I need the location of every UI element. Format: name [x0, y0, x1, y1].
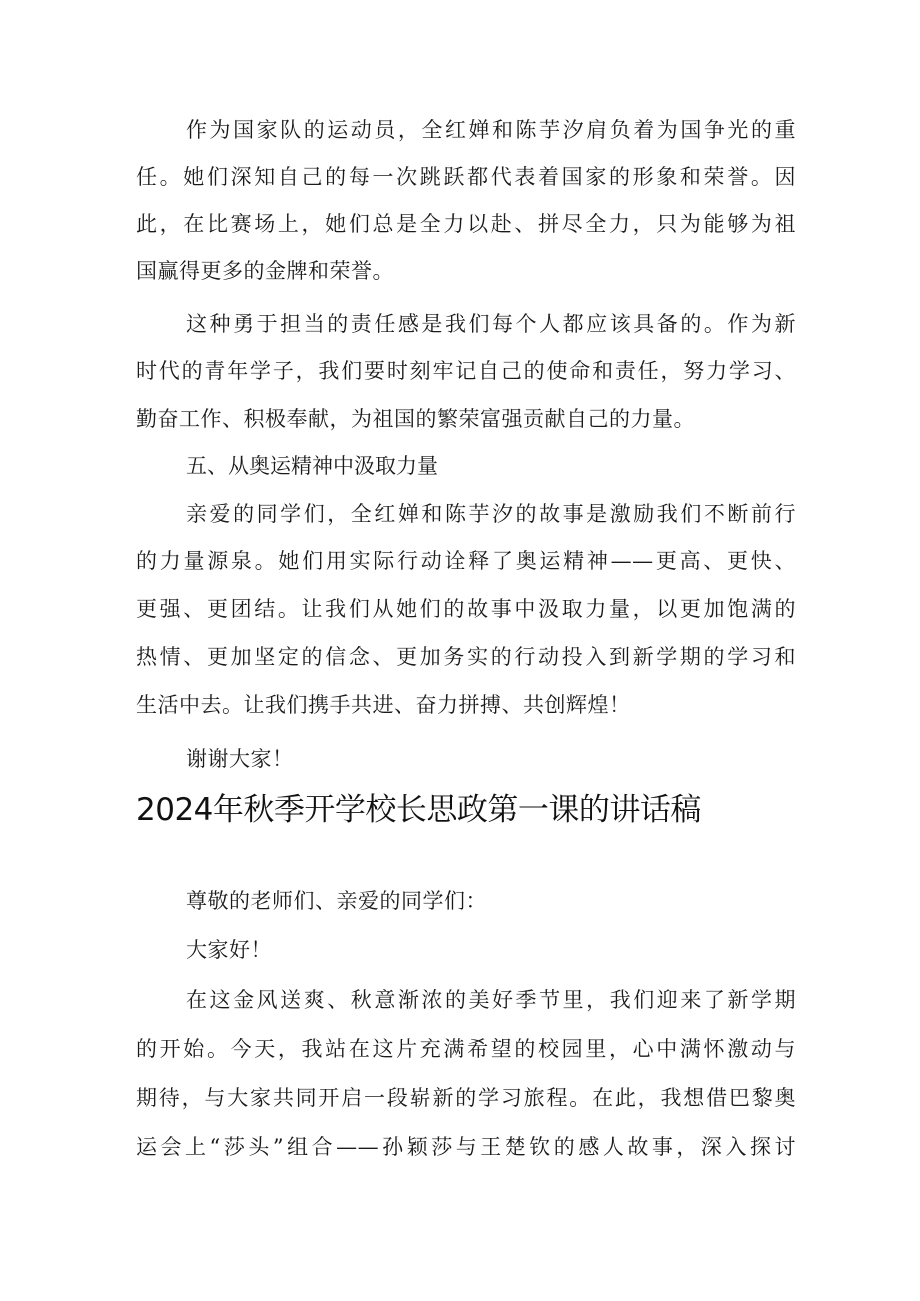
salutation: 尊敬的老师们、亲爱的同学们： [186, 889, 487, 913]
paragraph-line: 这种勇于担当的责任感是我们每个人都应该具备的。作为新 [186, 312, 796, 336]
paragraph-line: 作为国家队的运动员，全红婵和陈芋汐肩负着为国争光的重 [186, 118, 796, 142]
paragraph-line: 在这金风送爽、秋意渐浓的美好季节里，我们迎来了新学期 [186, 988, 796, 1012]
closing-line: 谢谢大家！ [186, 747, 294, 771]
paragraph-line: 亲爱的同学们，全红婵和陈芋汐的故事是激励我们不断前行 [186, 502, 796, 526]
document-title: 2024年秋季开学校长思政第一课的讲话稿 [136, 792, 701, 828]
paragraph-line: 时代的青年学子，我们要时刻牢记自己的使命和责任，努力学习、 [136, 359, 796, 383]
paragraph-line: 更强、更团结。让我们从她们的故事中汲取力量，以更加饱满的 [136, 597, 796, 621]
paragraph-line: 期待，与大家共同开启一段崭新的学习旅程。在此，我想借巴黎奥 [136, 1086, 796, 1110]
paragraph-line: 的开始。今天，我站在这片充满希望的校园里，心中满怀激动与 [136, 1037, 796, 1061]
paragraph-line: 此，在比赛场上，她们总是全力以赴、拼尽全力，只为能够为祖 [136, 212, 796, 236]
paragraph-line: 热情、更加坚定的信念、更加务实的行动投入到新学期的学习和 [136, 645, 796, 669]
paragraph-line: 勤奋工作、积极奉献，为祖国的繁荣富强贡献自己的力量。 [136, 407, 695, 431]
greeting: 大家好！ [186, 938, 272, 962]
paragraph-line: 国赢得更多的金牌和荣誉。 [136, 259, 394, 283]
paragraph-line: 生活中去。让我们携手共进、奋力拼搏、共创辉煌！ [136, 693, 631, 717]
paragraph-line: 的力量源泉。她们用实际行动诠释了奥运精神——更高、更快、 [136, 549, 796, 573]
paragraph-line: 任。她们深知自己的每一次跳跃都代表着国家的形象和荣誉。因 [136, 165, 796, 189]
section-heading: 五、从奥运精神中汲取力量 [186, 454, 438, 478]
paragraph-line: 运会上“莎头”组合——孙颖莎与王楚钦的感人故事，深入探讨 [136, 1135, 796, 1159]
